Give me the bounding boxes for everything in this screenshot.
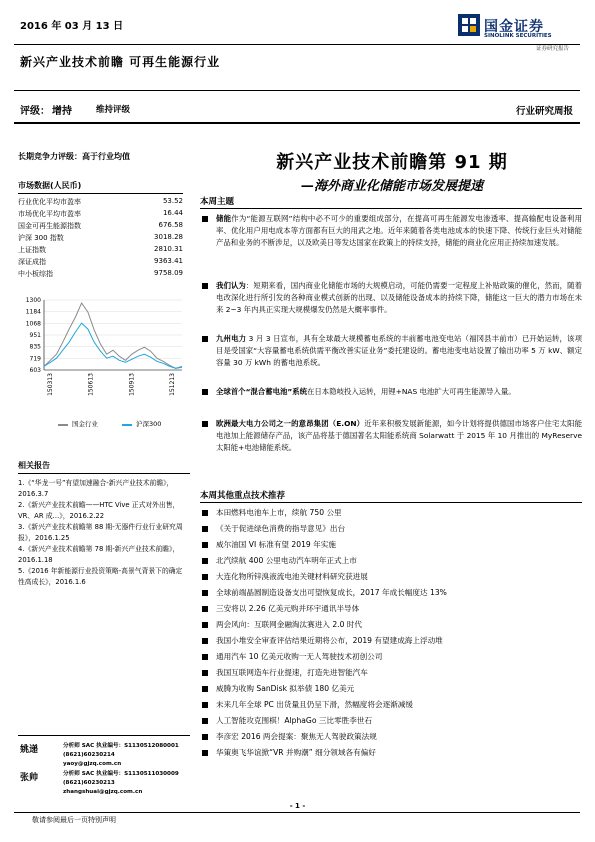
topic-paragraph (216, 333, 582, 370)
topic-text: 作为“能源互联网”结构中必不可少的重要组成部分，在提高可再生能源发电渗透率、提高输配电设备利用率、优化用户用电成本等方面都有巨大的用武之地。近年来随着各类电池成本的快速下降、传统行业巨头对储能产品和业务的不断涉足，以及欧美日等发达国家在政策上的持续支持，储能的商业化应用正持续加速发展。 (216, 214, 582, 248)
related-report-item[interactable]: 1.《“华龙一号”有望加速融合-新兴产业技术前瞻》，2016.3.7 (18, 479, 174, 498)
bullet-icon (202, 389, 208, 395)
chart-legend (18, 418, 190, 432)
series-title: 新兴产业技术前瞻 可再生能源行业 (20, 55, 221, 69)
market-key: 沪深 300 指数 (18, 234, 64, 242)
market-value: 676.58 (158, 221, 183, 229)
market-key: 国金可再生能源指数 (18, 222, 81, 230)
bullet-icon (202, 283, 208, 289)
report-type: 行业研究周报 (515, 106, 573, 117)
y-tick-label: 1184 (25, 308, 41, 316)
topic-paragraph (216, 386, 582, 398)
author-info: 分析师 SAC 执业编号：S1130511030009 (8621)60230213 zhangshuai@gjzq.com.cn (63, 771, 179, 795)
bullet-icon (202, 750, 208, 756)
author-name: 姚递 (20, 745, 39, 755)
y-tick-label: 1300 (25, 297, 41, 304)
topic-heading: 本周主题 (200, 197, 235, 207)
market-data-heading: 市场数据(人民币) (18, 181, 82, 190)
bullet-icon (202, 638, 208, 644)
brand-name-cn: 国金证券 (484, 19, 544, 35)
recommend-item: 未来几年全球 PC 出货量且仍呈下滑，然幅度将会逐渐减缓 (216, 700, 413, 709)
topic-lead: 储能 (216, 214, 232, 223)
y-tick-label: 835 (29, 343, 41, 351)
market-divider (18, 193, 183, 194)
rating-label: 评级： (20, 106, 50, 117)
header-divider (14, 44, 580, 45)
topic-text: 近年来积极发展新能源，如今计划将提供德国市场客户住宅太阳能电池加上能源储存产品，该产品将基于德国著名太阳能系统商 Solarwatt 于 2015 年 10 月推出的 MyReserve 太阳能+电池储能系统。 (216, 419, 582, 453)
topic-paragraph (216, 418, 582, 455)
recommend-item: 威腾为收购 SanDisk 拟举债 180 亿美元 (216, 684, 355, 693)
topic-divider (200, 208, 582, 209)
bullet-icon (202, 526, 208, 532)
bullet-icon (202, 670, 208, 676)
related-reports-heading: 相关报告 (18, 461, 50, 470)
recommend-item: 北汽续航 400 公里电动汽车明年正式上市 (216, 556, 357, 565)
y-tick-label: 1068 (25, 320, 41, 328)
bullet-icon (202, 702, 208, 708)
footer-divider (14, 812, 580, 813)
market-row (18, 209, 183, 220)
topic-lead: 我们认为 (216, 281, 246, 290)
recommend-item: 威尔油国 VI 标准有望 2019 年实施 (216, 540, 336, 549)
page-number: - 1 - (289, 802, 306, 810)
market-value: 3018.28 (154, 233, 183, 241)
recommend-divider (200, 502, 582, 503)
topic-text: 3 月 3 日宣布，具有全球最大规模蓄电系统的丰前蓄电池变电站（福冈县丰前市）已开始运转，该项目是受国家“大容量蓄电系统供需平衡改善实证业务”委托建设的。蓄电池变电站设置了输出功率 5 万 kW、额定容量 30 万 kWh 的蓄电池系统。 (216, 334, 582, 368)
market-key: 深证成指 (18, 258, 46, 266)
brand-name-en: SINOLINK SECURITIES (484, 33, 552, 39)
legend-swatch-hs300 (122, 424, 132, 426)
bullet-icon (202, 336, 208, 342)
x-tick-label: 150613 (87, 373, 95, 396)
report-title: 新兴产业技术前瞻第 91 期 (276, 152, 508, 173)
bullet-icon (202, 654, 208, 660)
market-row (18, 245, 183, 256)
market-row (18, 269, 183, 280)
bullet-icon (202, 574, 208, 580)
author-info: 分析师 SAC 执业编号：S1130512080001 (8621)60230214 yaoy@gjzq.com.cn (63, 743, 179, 767)
recommend-item: 三安将以 2.26 亿美元购并环宇通讯半导体 (216, 604, 360, 613)
recommend-heading: 本周其他重点技术推荐 (200, 491, 286, 501)
market-value: 16.44 (162, 209, 183, 217)
topic-text: ：短期来看，国内商业化储能市场的大规模启动，可能仍需要一定程度上补贴政策的催化，然而，随着电改深化进行所引发的各种商业模式创新的出现、以及储能设备成本的持续下降，储能这一巨大的潜力市场在未来 2~3 年内具正实现大规模爆发仍然是大概率事件。 (216, 281, 582, 315)
title-divider (14, 90, 580, 91)
bullet-icon (202, 421, 208, 427)
market-value: 9363.41 (154, 257, 183, 265)
related-report-item[interactable]: 4.《新兴产业技术前瞻第 78 期-新兴产业技术前瞻》，2016.1.18 (18, 545, 180, 564)
rating-value: 增持 (52, 106, 72, 117)
market-row (18, 257, 183, 268)
bullet-icon (202, 606, 208, 612)
bullet-icon (202, 542, 208, 548)
market-value: 9758.09 (154, 269, 183, 277)
topic-paragraph (216, 280, 582, 317)
recommend-item: 华策奥飞华谊掀“VR 并购潮” 细分领域各有偏好 (216, 748, 376, 757)
recommend-item: 通用汽车 10 亿美元收购一无人驾驶技术初创公司 (216, 652, 383, 661)
related-report-item[interactable]: 3.《新兴产业技术前瞻第 88 期-无器件行业行业研究周报》，2016.1.25 (18, 523, 183, 542)
rating-maintain: 维持评级 (96, 105, 131, 115)
recommend-item: 全球前端晶圆制造设备支出可望恢复成长，2017 年成长幅度达 13% (216, 588, 447, 597)
topic-paragraph (216, 213, 582, 250)
brand-subtitle: 证券研究报告 (536, 46, 570, 52)
market-row (18, 221, 183, 232)
legend-swatch-industry (58, 424, 68, 426)
y-tick-label: 719 (29, 355, 41, 363)
recommend-item: 大连化物所锌溴液流电池关键材料研究获进展 (216, 572, 368, 581)
long-term-rating: 长期竞争力评级：高于行业均值 (18, 152, 130, 161)
x-tick-label: 150913 (128, 373, 136, 396)
series-line-1 (44, 323, 182, 368)
market-row (18, 197, 183, 208)
recommend-item: 本田燃料电池车上市，续航 750 公里 (216, 508, 342, 517)
market-value: 53.52 (162, 197, 183, 205)
recommend-item: 《关于促进绿色消费的指导意见》出台 (216, 524, 346, 533)
index-chart (14, 292, 189, 408)
bullet-icon (202, 718, 208, 724)
report-subtitle: —海外商业化储能市场发展提速 (300, 179, 483, 194)
related-divider (18, 473, 190, 474)
topic-lead: 欧洲最大电力公司之一的意昂集团（E.ON） (216, 419, 365, 428)
related-report-item[interactable]: 2.《新兴产业技术前瞻——HTC Vive 正式对外出售，VR、AR 成…》，2016.2.22 (18, 501, 180, 520)
bullet-icon (202, 558, 208, 564)
rating-divider (14, 122, 580, 124)
bullet-icon (202, 686, 208, 692)
author-divider (18, 735, 190, 736)
bullet-icon (202, 216, 208, 222)
topic-lead: 九州电力 (216, 334, 247, 343)
bullet-icon (202, 622, 208, 628)
author-name: 张帅 (20, 773, 39, 783)
recommend-item: 两会风向：互联网金融淘汰赛进入 2.0 时代 (216, 620, 362, 629)
market-value: 2810.31 (154, 245, 183, 253)
topic-lead: 全球首个“混合蓄电池”系统 (216, 387, 308, 396)
recommend-item: 人工智能攻克围棋！AlphaGo 三比零胜李世石 (216, 716, 373, 725)
market-key: 中小板综指 (18, 270, 53, 278)
y-tick-label: 603 (29, 367, 41, 374)
market-key: 上证指数 (18, 246, 46, 254)
footer-disclaimer: 敬请参阅最后一页特别声明 (32, 816, 116, 824)
topic-text: 在日本隐岐投入运转，用锂+NAS 电池扩大可再生能源导入量。 (307, 387, 516, 396)
x-tick-label: 151213 (169, 373, 176, 396)
market-key: 市场优化平均市盈率 (18, 210, 81, 218)
recommend-item: 李彦宏 2016 两会提案：聚焦无人驾驶政策法规 (216, 732, 377, 741)
related-report-item[interactable]: 5.《2016 年新能源行业投资策略-高景气背景下的确定性高成长》，2016.1.6 (18, 567, 183, 586)
bullet-icon (202, 510, 208, 516)
x-tick-label: 150313 (47, 373, 54, 396)
recommend-item: 我国小堆安全审查评估结果近期将公布，2019 有望建成海上浮动堆 (216, 636, 443, 645)
bullet-icon (202, 734, 208, 740)
y-tick-label: 951 (29, 332, 41, 339)
market-key: 行业优化平均市盈率 (18, 198, 81, 206)
legend-label-hs300: 沪深300 (136, 420, 162, 428)
bullet-icon (202, 590, 208, 596)
market-row (18, 233, 183, 244)
brand-logo-icon (458, 14, 480, 36)
recommend-item: 我国互联网造车行业提速，打造先进智能汽车 (216, 668, 368, 677)
report-date: 2016 年 03 月 13 日 (20, 21, 124, 32)
legend-label-industry: 国金行业 (72, 420, 98, 428)
